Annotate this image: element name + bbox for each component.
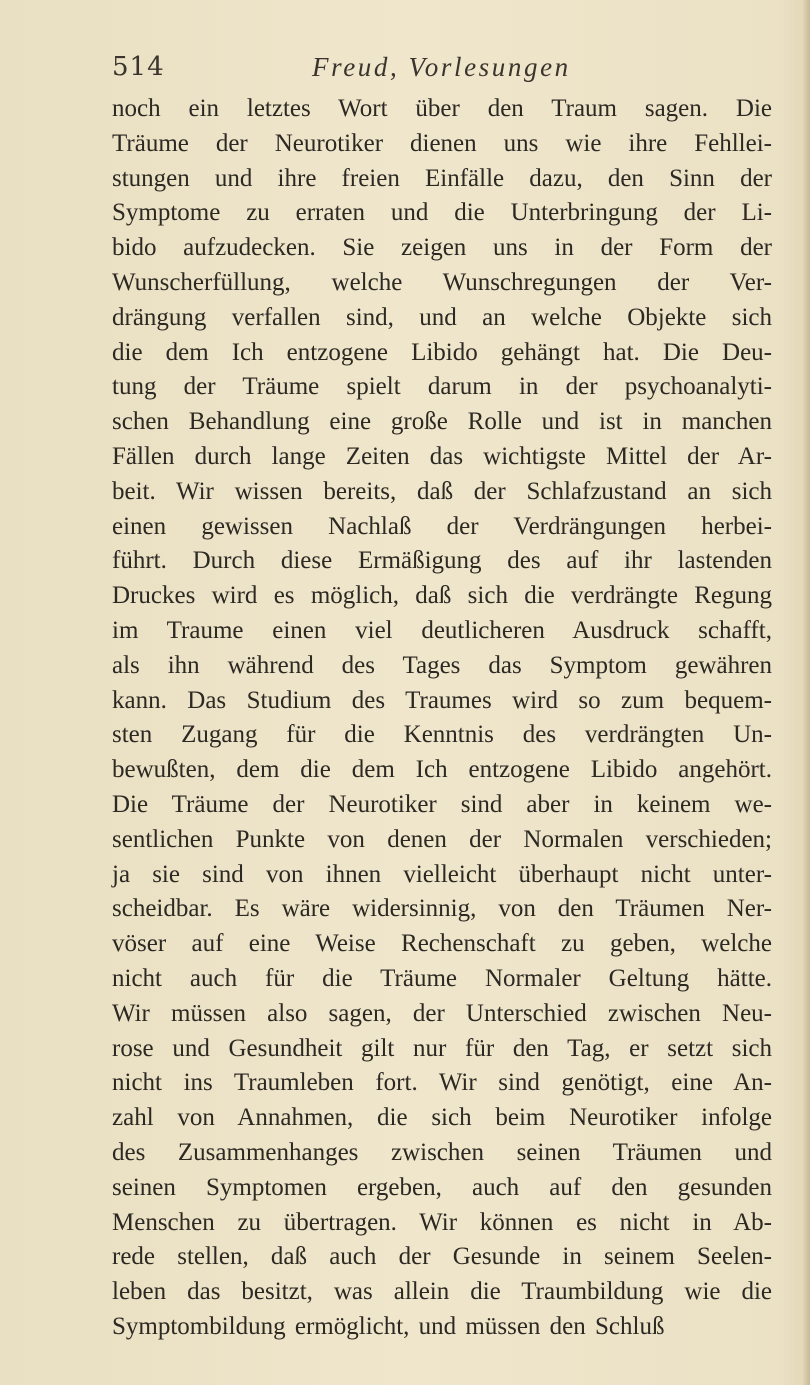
text-line: führt. Durch diese Ermäßigung des auf ihr lastenden [112, 547, 772, 575]
text-line: einen gewissen Nachlaß der Verdrängungen herbei- [112, 512, 772, 540]
text-line: ja sie sind von ihnen vielleicht überhaupt nicht unter- [112, 860, 772, 888]
text-line: seinen Symptomen ergeben, auch auf den gesunden [112, 1173, 772, 1201]
text-line: tung der Träume spielt darum in der psychoanalyti- [112, 373, 772, 401]
text-line: zahl von Annahmen, die sich beim Neurotiker infolge [112, 1104, 772, 1132]
text-line: Druckes wird es möglich, daß sich die verdrängte Regung [112, 582, 772, 610]
text-line: Symptombildung ermöglicht, und müssen den Schluß [112, 1312, 665, 1340]
text-line: des Zusammenhanges zwischen seinen Träumen und [112, 1138, 772, 1166]
text-line: noch ein letztes Wort über den Traum sagen. Die [112, 95, 772, 122]
body-text [112, 92, 772, 1345]
text-line: als ihn während des Tages das Symptom gewähren [112, 651, 772, 679]
text-line: im Traume einen viel deutlicheren Ausdruck schafft, [112, 616, 772, 644]
text-line: nicht auch für die Träume Normaler Geltung hätte. [112, 964, 772, 992]
running-head: Freud, Vorlesungen [312, 52, 571, 82]
text-line: schen Behandlung eine große Rolle und ist in manchen [112, 408, 772, 436]
page-edge-shadow [802, 0, 810, 1385]
text-line: sten Zugang für die Kenntnis des verdrängten Un- [112, 721, 772, 749]
text-line: Die Träume der Neurotiker sind aber in keinem we- [112, 790, 772, 818]
text-line: scheidbar. Es wäre widersinnig, von den Träumen Ner- [112, 895, 772, 923]
text-line: drängung verfallen sind, und an welche Objekte sich [112, 303, 772, 331]
text-line: nicht ins Traumleben fort. Wir sind genötigt, eine An- [112, 1069, 772, 1097]
text-line: beit. Wir wissen bereits, daß der Schlafzustand an sich [112, 477, 772, 505]
text-line: sentlichen Punkte von denen der Normalen verschieden; [112, 825, 772, 853]
text-line: Symptome zu erraten und die Unterbringung der Li- [112, 199, 772, 227]
text-line: die dem Ich entzogene Libido gehängt hat. Die Deu- [112, 338, 772, 366]
page-header [112, 52, 762, 92]
text-line: Wir müssen also sagen, der Unterschied zwischen Neu- [112, 999, 772, 1027]
text-line: bewußten, dem die dem Ich entzogene Libido angehört. [112, 756, 772, 784]
page-number: 514 [112, 52, 165, 82]
text-line: Wunscherfüllung, welche Wunschregungen der Ver- [112, 268, 772, 296]
text-line: rede stellen, daß auch der Gesunde in seinem Seelen- [112, 1243, 772, 1271]
text-line: Fällen durch lange Zeiten das wichtigste Mittel der Ar- [112, 442, 772, 470]
text-line: Menschen zu übertragen. Wir können es nicht in Ab- [112, 1208, 772, 1236]
text-line: vöser auf eine Weise Rechenschaft zu geben, welche [112, 930, 772, 958]
text-line: stungen und ihre freien Einfälle dazu, den Sinn der [112, 164, 772, 192]
text-line: rose und Gesundheit gilt nur für den Tag, er setzt sich [112, 1034, 772, 1062]
text-line: Träume der Neurotiker dienen uns wie ihre Fehllei- [112, 129, 772, 157]
text-line: bido aufzudecken. Sie zeigen uns in der Form der [112, 234, 772, 262]
text-line: leben das besitzt, was allein die Traumbildung wie die [112, 1278, 772, 1306]
text-line: kann. Das Studium des Traumes wird so zum bequem- [112, 686, 772, 714]
